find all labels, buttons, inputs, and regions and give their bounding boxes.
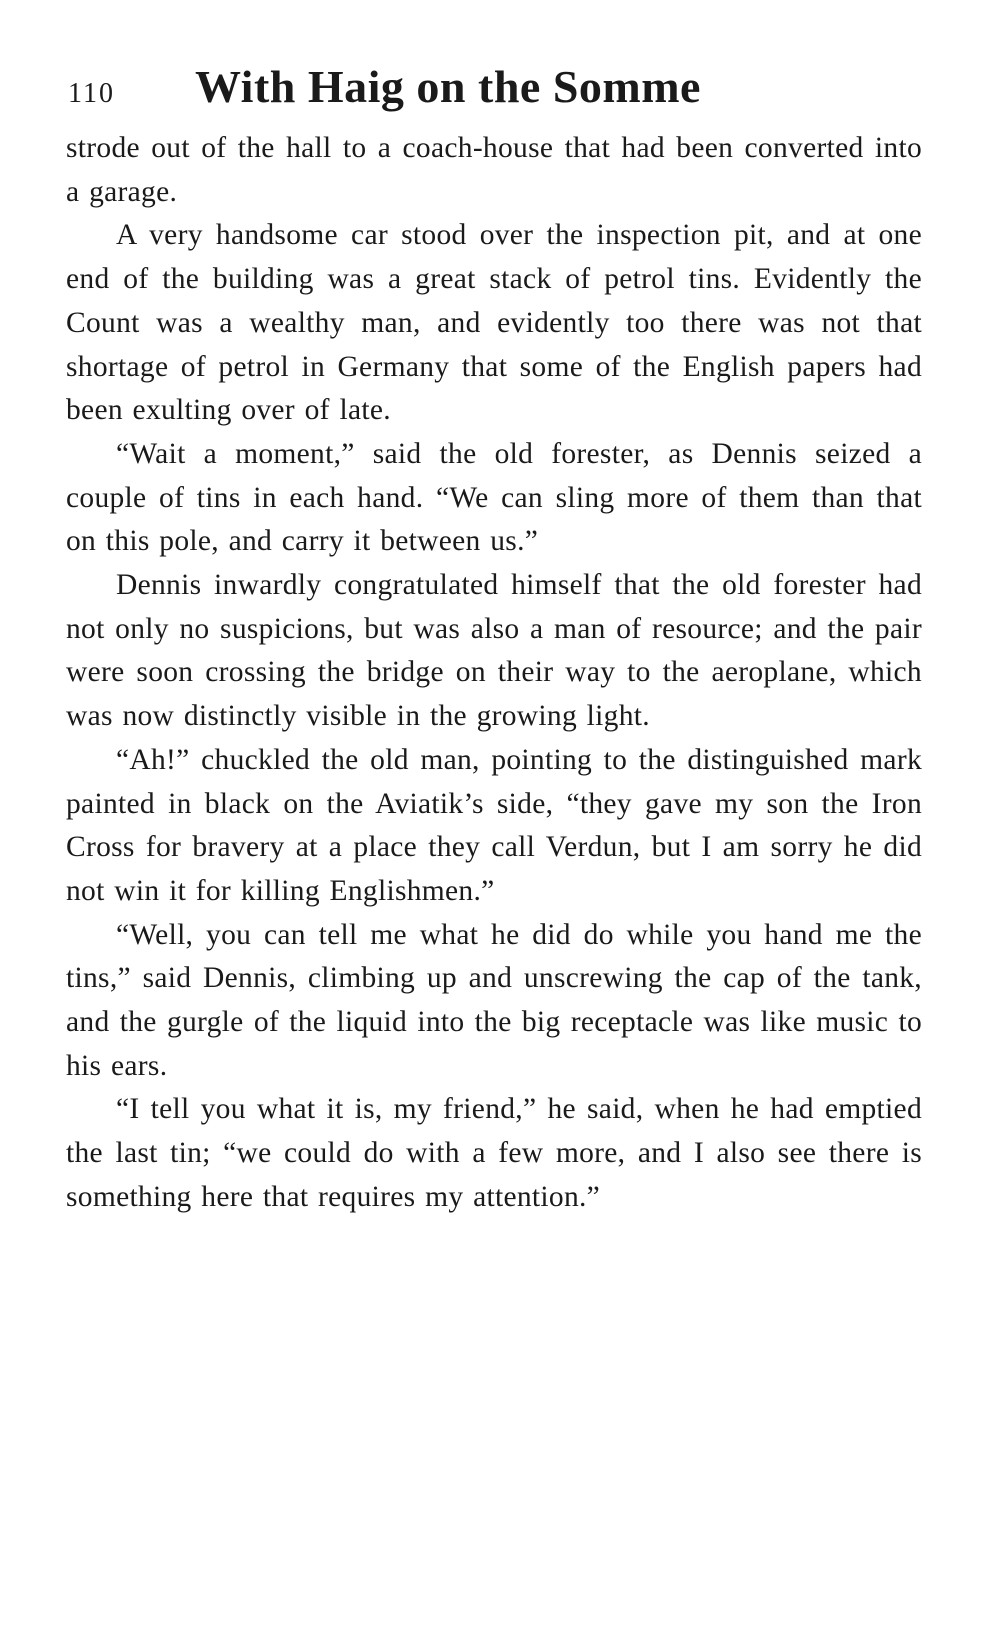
paragraph: “Ah!” chuckled the old man, pointing to the distinguished mark painted in black on the Aviatik’s side, “they gave my son the Iron Cross for bravery at a place they call Verdun, but I am sorry he did not win it for killing Englishmen.” xyxy=(66,743,922,907)
running-head xyxy=(68,58,948,118)
book-title: With Haig on the Somme xyxy=(195,61,701,112)
body-text xyxy=(66,127,922,1220)
paragraph: “I tell you what it is, my friend,” he said, when he had emptied the last tin; “we could do with a few more, and I also see there is something here that requires my attention.” xyxy=(66,1093,922,1213)
page-number: 110 xyxy=(68,78,115,109)
paragraph: A very handsome car stood over the inspection pit, and at one end of the building was a great stack of petrol tins. Evidently the Count was a wealthy man, and evidently too there was not that shortage of petrol in Germany that some of the English papers had been exulting over of late. xyxy=(66,219,922,427)
paragraph: “Well, you can tell me what he did do while you hand me the tins,” said Dennis, climbing up and unscrewing the cap of the tank, and the gurgle of the liquid into the big receptacle was like music to his ears. xyxy=(66,918,922,1082)
paragraph: Dennis inwardly congratulated himself that the old forester had not only no suspicions, but was also a man of resource; and the pair were soon crossing the bridge on their way to the aeroplane, which was now distinctly visible in the growing light. xyxy=(66,569,922,733)
paragraph: “Wait a moment,” said the old forester, as Dennis seized a couple of tins in each hand. “We can sling more of them than that on this pole, and carry it between us.” xyxy=(66,437,922,558)
paragraph-continued: strode out of the hall to a coach-house that had been converted into a garage. xyxy=(66,132,922,208)
